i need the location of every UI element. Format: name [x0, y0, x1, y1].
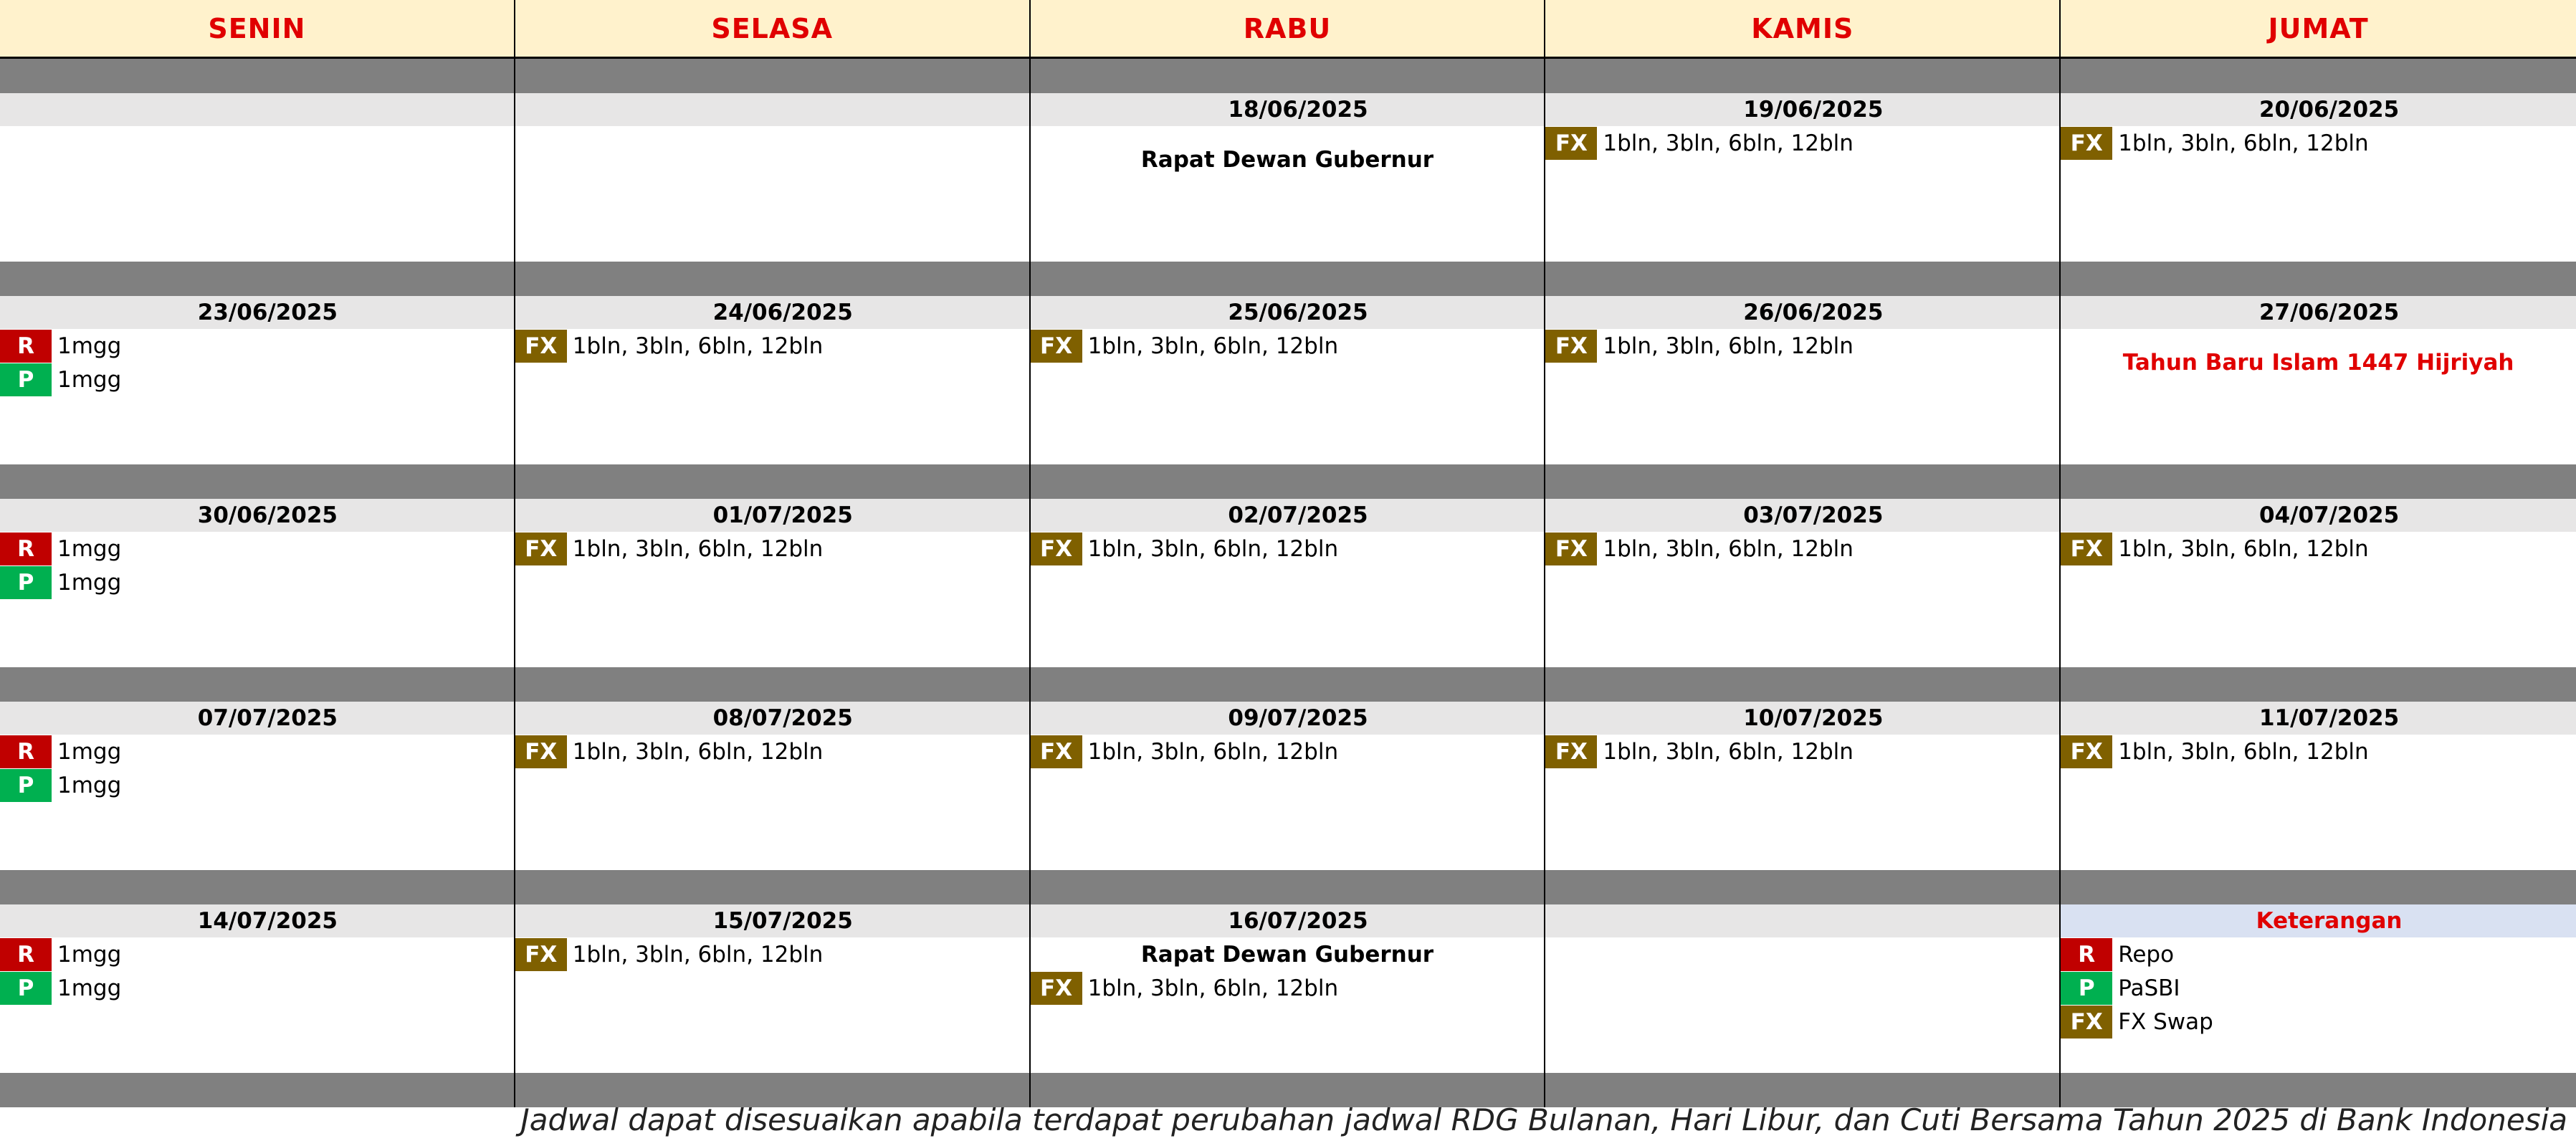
day-cell: [1545, 904, 2061, 1073]
day-cell: [2061, 296, 2576, 464]
date-label: 07/07/2025: [0, 702, 514, 735]
weekday-header-row: [0, 0, 2576, 59]
day-cell: [1545, 499, 2061, 667]
fx-entry: [515, 532, 1029, 565]
fx-tenors: 1bln, 3bln, 6bln, 12bln: [572, 333, 824, 359]
fx-tag: FX: [1545, 533, 1597, 565]
footnote: Jadwal dapat disesuaikan apabila terdapat perubahan jadwal RDG Bulanan, Hari Libur, dan Cuti Bersama Tahun 2025 di Bank Indonesia: [520, 1102, 2567, 1137]
fx-entry: [2061, 532, 2576, 565]
date-label: 19/06/2025: [1545, 93, 2059, 126]
weekday-kamis: KAMIS: [1545, 0, 2061, 57]
pasbi-tenor: 1mgg: [57, 366, 122, 393]
event-rdg: Rapat Dewan Gubernur: [1140, 147, 1434, 173]
date-label: [1545, 904, 2059, 937]
fx-tag: FX: [515, 938, 567, 971]
week-separator: [0, 667, 2576, 702]
fx-tenors: 1bln, 3bln, 6bln, 12bln: [2118, 535, 2369, 562]
pasbi-tag: P: [2061, 972, 2112, 1005]
fx-tag: FX: [2061, 735, 2112, 768]
day-cell: [2061, 499, 2576, 667]
fx-entry: [2061, 735, 2576, 768]
day-cell: [0, 499, 515, 667]
day-cell: [1031, 702, 1546, 870]
date-label: [0, 93, 514, 126]
holiday-label: Tahun Baru Islam 1447 Hijriyah: [2122, 350, 2514, 376]
pasbi-tenor: 1mgg: [57, 772, 122, 798]
day-cell: [1545, 702, 2061, 870]
day-cell: [0, 93, 515, 262]
date-label: 16/07/2025: [1031, 904, 1545, 937]
pasbi-tag: P: [0, 566, 52, 599]
fx-tenors: 1bln, 3bln, 6bln, 12bln: [1087, 535, 1339, 562]
date-label: 25/06/2025: [1031, 296, 1545, 329]
week-separator: [0, 870, 2576, 904]
day-cell: [515, 499, 1031, 667]
repo-entry: [0, 329, 514, 363]
date-label: 30/06/2025: [0, 499, 514, 532]
date-label: 18/06/2025: [1031, 93, 1545, 126]
weekday-senin: SENIN: [0, 0, 515, 57]
date-label: 14/07/2025: [0, 904, 514, 937]
repo-tag: R: [0, 533, 52, 565]
date-label: 11/07/2025: [2061, 702, 2576, 735]
fx-tag: FX: [1545, 127, 1597, 160]
week-row: [0, 93, 2576, 262]
pasbi-tenor: 1mgg: [57, 975, 122, 1001]
week-row: [0, 702, 2576, 870]
legend-label: FX Swap: [2118, 1008, 2213, 1035]
fx-tenors: 1bln, 3bln, 6bln, 12bln: [1603, 738, 1854, 765]
day-cell: [0, 702, 515, 870]
repo-tag: R: [2061, 938, 2112, 971]
fx-tag: FX: [2061, 127, 2112, 160]
date-label: 26/06/2025: [1545, 296, 2059, 329]
date-label: 15/07/2025: [515, 904, 1029, 937]
repo-tenor: 1mgg: [57, 333, 122, 359]
fx-tag: FX: [515, 533, 567, 565]
legend-label: PaSBI: [2118, 975, 2180, 1001]
weekday-jumat: JUMAT: [2268, 12, 2369, 44]
week-separator: [0, 59, 2576, 93]
repo-tenor: 1mgg: [57, 738, 122, 765]
fx-tag: FX: [1031, 533, 1082, 565]
legend-cell: [2061, 904, 2576, 1073]
fx-entry: [515, 937, 1029, 971]
repo-tag: R: [0, 735, 52, 768]
date-label: 09/07/2025: [1031, 702, 1545, 735]
date-label: 10/07/2025: [1545, 702, 2059, 735]
day-cell: [515, 702, 1031, 870]
fx-tag: FX: [2061, 1006, 2112, 1038]
pasbi-tag: P: [0, 972, 52, 1005]
repo-tenor: 1mgg: [57, 535, 122, 562]
week-separator: [0, 464, 2576, 499]
day-cell: [1031, 904, 1546, 1073]
fx-tenors: 1bln, 3bln, 6bln, 12bln: [1603, 333, 1854, 359]
legend-title: Keterangan: [2061, 904, 2576, 937]
fx-tenors: 1bln, 3bln, 6bln, 12bln: [572, 941, 824, 968]
fx-tenors: 1bln, 3bln, 6bln, 12bln: [1087, 333, 1339, 359]
fx-tenors: 1bln, 3bln, 6bln, 12bln: [1603, 535, 1854, 562]
pasbi-entry: [0, 971, 514, 1005]
date-label: 04/07/2025: [2061, 499, 2576, 532]
fx-tag: FX: [1545, 735, 1597, 768]
pasbi-entry: [0, 768, 514, 802]
date-label: 03/07/2025: [1545, 499, 2059, 532]
fx-tenors: 1bln, 3bln, 6bln, 12bln: [2118, 738, 2369, 765]
fx-tag: FX: [1031, 972, 1082, 1005]
legend-item-fx: [2061, 1005, 2576, 1038]
date-label: 24/06/2025: [515, 296, 1029, 329]
fx-entry: [515, 329, 1029, 363]
fx-tag: FX: [2061, 533, 2112, 565]
day-cell: [2061, 93, 2576, 262]
fx-tenors: 1bln, 3bln, 6bln, 12bln: [572, 738, 824, 765]
day-cell: [515, 93, 1031, 262]
pasbi-tenor: 1mgg: [57, 569, 122, 596]
fx-tenors: 1bln, 3bln, 6bln, 12bln: [2118, 130, 2369, 156]
fx-entry: [1545, 126, 2059, 160]
repo-tag: R: [0, 938, 52, 971]
pasbi-tag: P: [0, 363, 52, 396]
fx-entry: [1031, 532, 1545, 565]
fx-tenors: 1bln, 3bln, 6bln, 12bln: [1087, 738, 1339, 765]
day-cell: [1545, 93, 2061, 262]
repo-entry: [0, 937, 514, 971]
event-rdg: Rapat Dewan Gubernur: [1140, 941, 1434, 968]
fx-tag: FX: [515, 330, 567, 363]
repo-entry: [0, 532, 514, 565]
week-separator: [0, 262, 2576, 296]
weekday-rabu: RABU: [1031, 0, 1546, 57]
fx-entry: [515, 735, 1029, 768]
fx-tenors: 1bln, 3bln, 6bln, 12bln: [1603, 130, 1854, 156]
fx-entry: [1031, 735, 1545, 768]
date-label: 23/06/2025: [0, 296, 514, 329]
week-row: [0, 904, 2576, 1073]
fx-entry: [2061, 126, 2576, 160]
weekday-selasa: SELASA: [515, 0, 1031, 57]
legend-item-repo: [2061, 937, 2576, 971]
day-cell: [1545, 296, 2061, 464]
fx-entry: [1545, 329, 2059, 363]
date-label: 08/07/2025: [515, 702, 1029, 735]
day-cell: [0, 904, 515, 1073]
fx-entry: [1031, 971, 1545, 1005]
date-label: 01/07/2025: [515, 499, 1029, 532]
pasbi-tag: P: [0, 769, 52, 802]
repo-tag: R: [0, 330, 52, 363]
day-cell: [1031, 499, 1546, 667]
fx-tenors: 1bln, 3bln, 6bln, 12bln: [1087, 975, 1339, 1001]
day-cell: [515, 904, 1031, 1073]
day-cell: [515, 296, 1031, 464]
date-label: 02/07/2025: [1031, 499, 1545, 532]
legend-item-pasbi: [2061, 971, 2576, 1005]
fx-tag: FX: [1031, 330, 1082, 363]
fx-tag: FX: [1031, 735, 1082, 768]
day-cell: [2061, 702, 2576, 870]
day-cell: [1031, 93, 1546, 262]
fx-tag: FX: [515, 735, 567, 768]
pasbi-entry: [0, 565, 514, 599]
repo-tenor: 1mgg: [57, 941, 122, 968]
fx-entry: [1545, 532, 2059, 565]
legend-label: Repo: [2118, 941, 2175, 968]
day-cell: [0, 296, 515, 464]
fx-entry: [1031, 329, 1545, 363]
week-row: [0, 499, 2576, 667]
date-label: 27/06/2025: [2061, 296, 2576, 329]
repo-entry: [0, 735, 514, 768]
week-row: [0, 296, 2576, 464]
fx-tenors: 1bln, 3bln, 6bln, 12bln: [572, 535, 824, 562]
fx-tag: FX: [1545, 330, 1597, 363]
pasbi-entry: [0, 363, 514, 396]
fx-entry: [1545, 735, 2059, 768]
date-label: [515, 93, 1029, 126]
day-cell: [1031, 296, 1546, 464]
date-label: 20/06/2025: [2061, 93, 2576, 126]
